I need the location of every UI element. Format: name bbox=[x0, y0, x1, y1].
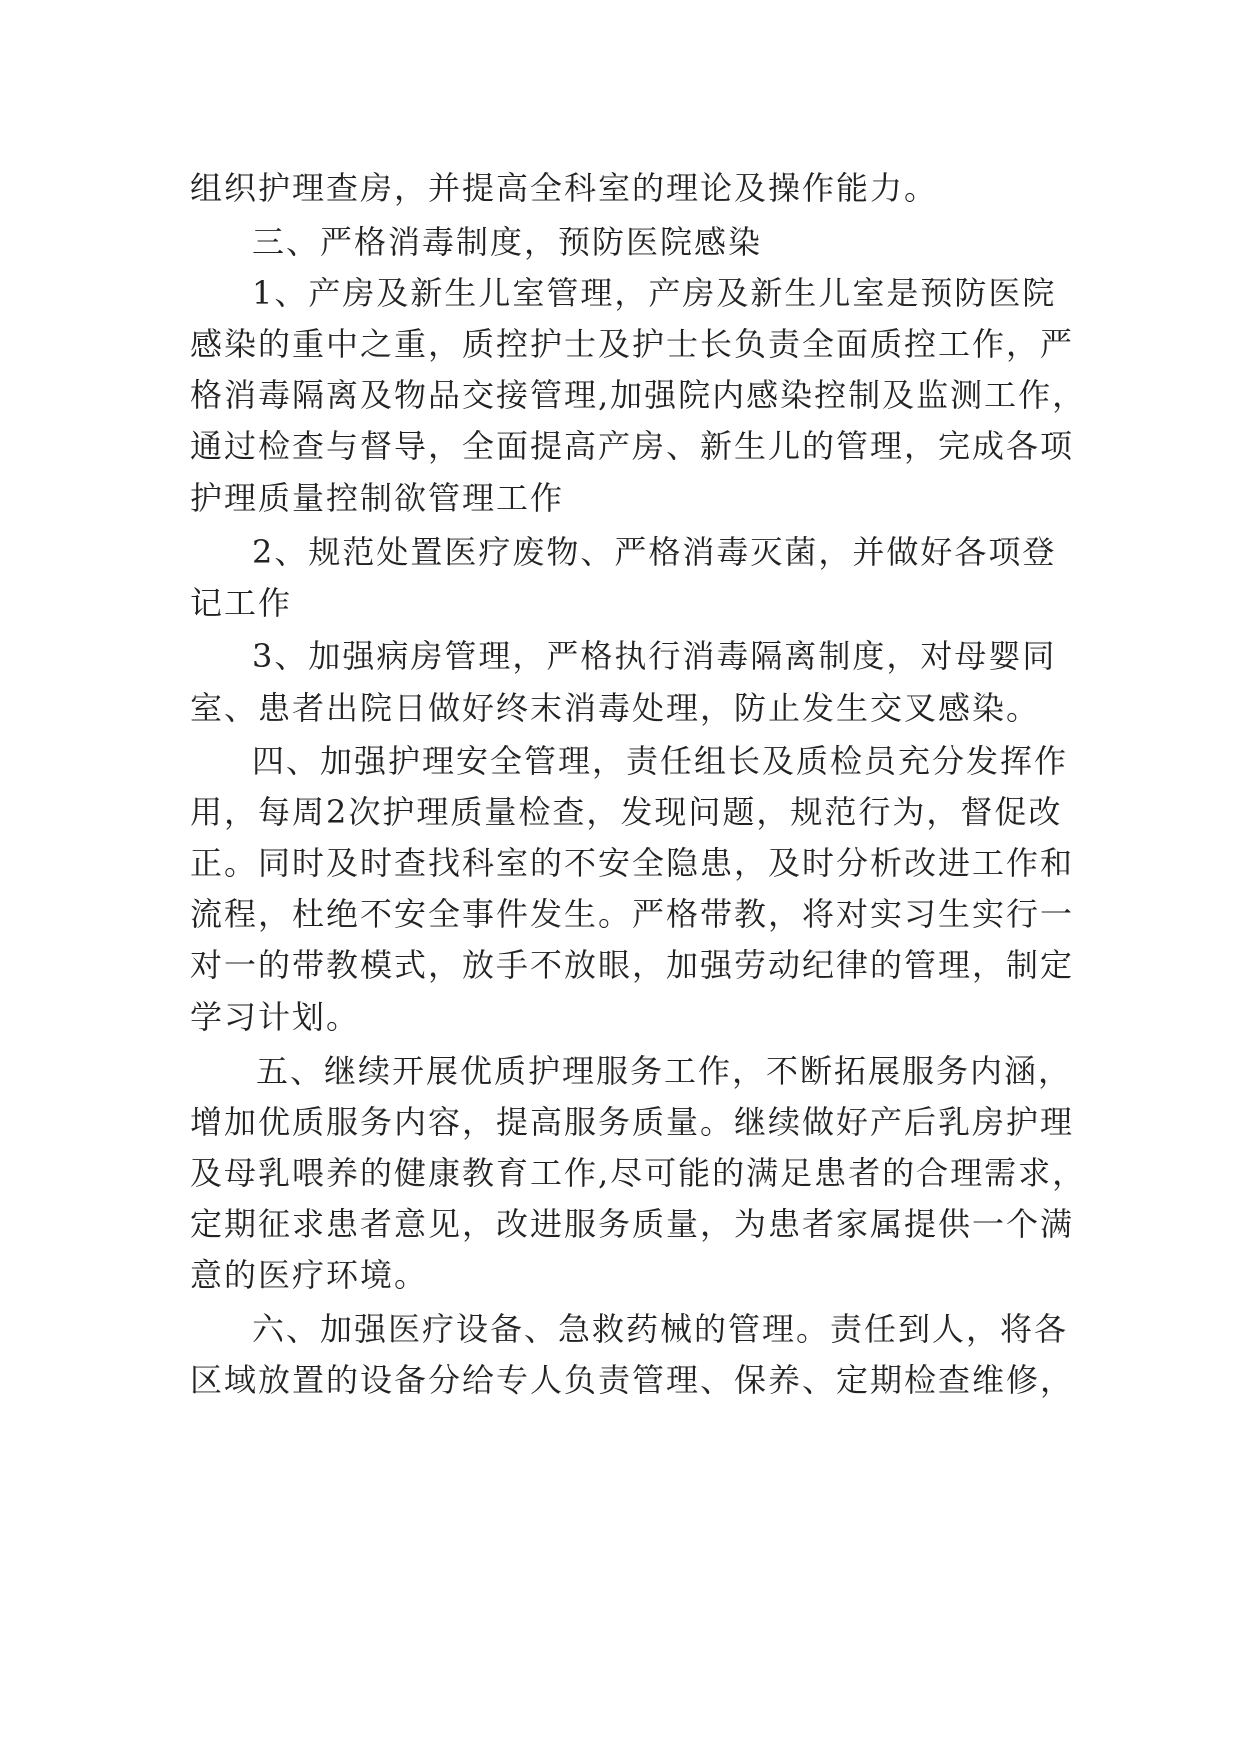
section-heading: 三、严格消毒制度，预防医院感染 bbox=[252, 223, 763, 261]
text-line: 室、患者出院日做好终末消毒处理，防止发生交叉感染。 bbox=[190, 689, 1041, 727]
text-line: 感染的重中之重，质控护士及护士长负责全面质控工作，严 bbox=[190, 325, 1075, 363]
text-line: 流程，杜绝不安全事件发生。严格带教，将对实习生实行一 bbox=[190, 895, 1075, 933]
text-line: 增加优质服务内容，提高服务质量。继续做好产后乳房护理 bbox=[190, 1103, 1075, 1141]
text-line: 格消毒隔离及物品交接管理,加强院内感染控制及监测工作， bbox=[190, 376, 1087, 414]
text-line: 区域放置的设备分给专人负责管理、保养、定期检查维修， bbox=[190, 1361, 1075, 1399]
text-line: 3、加强病房管理，严格执行消毒隔离制度，对母婴同 bbox=[252, 637, 1057, 675]
text-line: 意的医疗环境。 bbox=[190, 1256, 429, 1294]
text-line: 记工作 bbox=[190, 584, 293, 622]
text-line: 2、规范处置医疗废物、严格消毒灭菌，并做好各项登 bbox=[252, 533, 1057, 571]
text-line: 用，每周2次护理质量检查，发现问题，规范行为，督促改 bbox=[190, 793, 1063, 831]
text-line: 正。同时及时查找科室的不安全隐患，及时分析改进工作和 bbox=[190, 844, 1075, 882]
text-line: 通过检查与督导，全面提高产房、新生儿的管理，完成各项 bbox=[190, 427, 1075, 465]
text-line: 及母乳喂养的健康教育工作,尽可能的满足患者的合理需求， bbox=[190, 1154, 1087, 1192]
text-line: 定期征求患者意见，改进服务质量，为患者家属提供一个满 bbox=[190, 1205, 1075, 1243]
section-heading: 四、加强护理安全管理，责任组长及质检员充分发挥作 bbox=[252, 742, 1069, 780]
section-heading: 六、加强医疗设备、急救药械的管理。责任到人，将各 bbox=[252, 1310, 1069, 1348]
text-line: 护理质量控制欲管理工作 bbox=[190, 479, 565, 517]
text-line: 学习计划。 bbox=[190, 998, 361, 1036]
text-line: 组织护理查房，并提高全科室的理论及操作能力。 bbox=[190, 169, 939, 207]
section-heading: 五、继续开展优质护理服务工作，不断拓展服务内涵， bbox=[256, 1052, 1073, 1090]
text-line: 对一的带教模式，放手不放眼，加强劳动纪律的管理，制定 bbox=[190, 946, 1075, 984]
text-line: 1、产房及新生儿室管理，产房及新生儿室是预防医院 bbox=[252, 274, 1057, 312]
